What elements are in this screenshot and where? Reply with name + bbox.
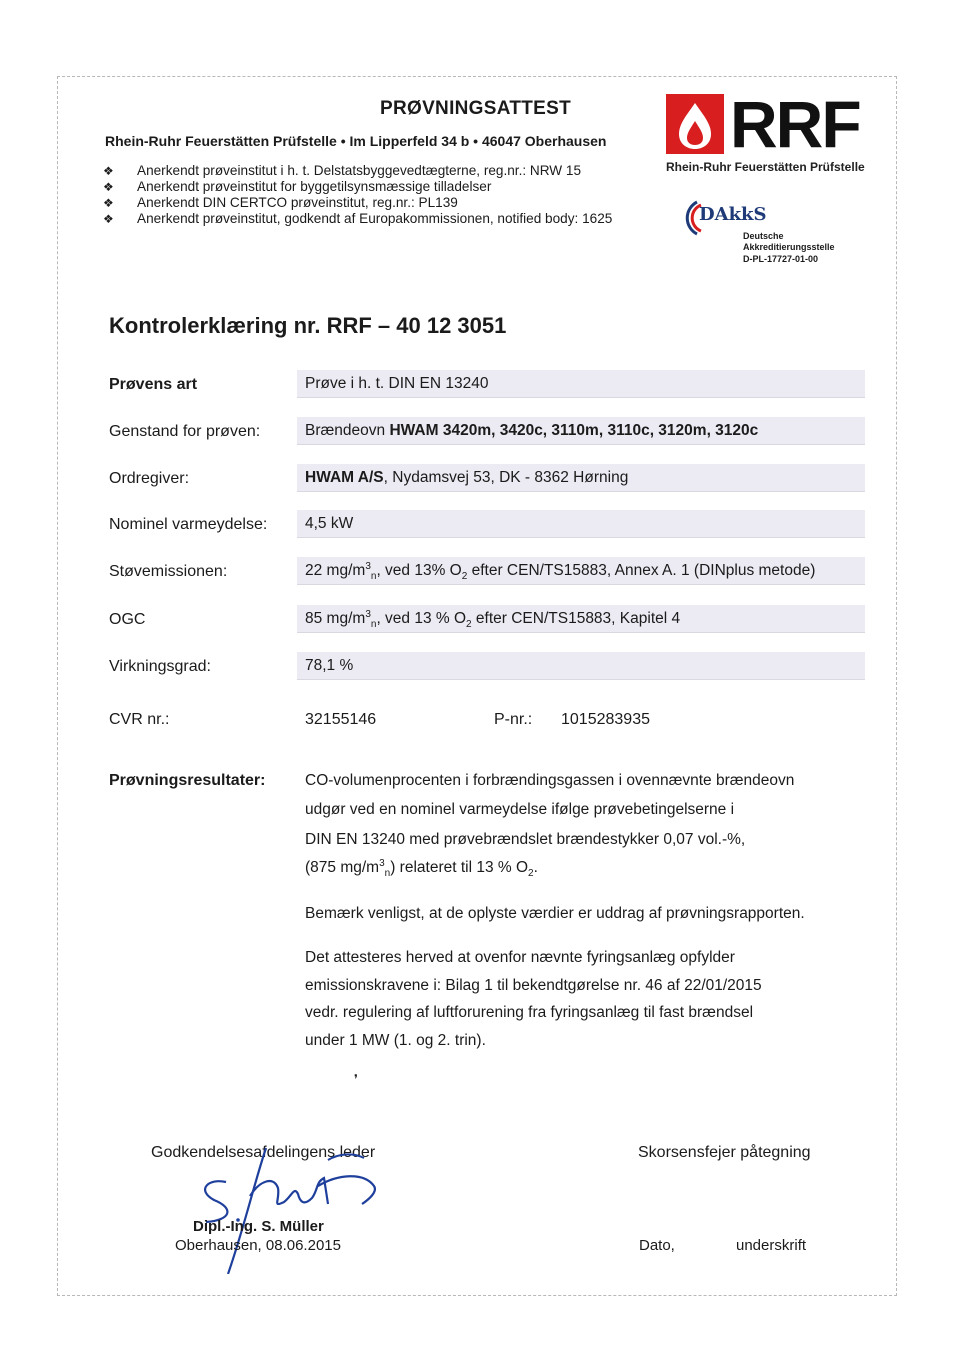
attestation-line: under 1 MW (1. og 2. trin).	[305, 1031, 486, 1049]
list-item: ❖ Anerkendt prøveinstitut i h. t. Delstatsbyggevedtægterne, reg.nr.: NRW 15	[103, 163, 582, 178]
art-value: Prøve i h. t. DIN EN 13240	[297, 370, 865, 398]
document-title: PRØVNINGSATTEST	[380, 98, 571, 119]
results-label: Prøvningsresultater:	[109, 772, 266, 789]
cvr-value: 32155146	[305, 711, 377, 728]
flame-icon	[666, 94, 724, 154]
stray-mark: ❜	[354, 1072, 358, 1086]
nominel-label: Nominel varmeydelse:	[109, 516, 268, 533]
ogc-label: OGC	[109, 611, 146, 628]
attestation-line: emissionskravene i: Bilag 1 til bekendtgørelse nr. 46 af 22/01/2015	[305, 976, 762, 994]
brand-name: RRF	[730, 87, 860, 161]
stov-label: Støvemissionen:	[109, 563, 228, 580]
attestation-line: vedr. regulering af luftforurening fra fyringsanlæg til fast brændsel	[305, 1004, 754, 1021]
genstand-label: Genstand for prøven:	[109, 423, 261, 440]
ordregiver-label: Ordregiver:	[109, 470, 190, 487]
results-text	[305, 767, 865, 881]
results-line: DIN EN 13240 med prøvebrændslet brændestykker 0,07 vol.-%,	[305, 831, 746, 848]
pnr-label: P-nr.:	[494, 711, 533, 728]
cvr-label: CVR nr.:	[109, 711, 170, 728]
dakks-line: Akkreditierungsstelle	[743, 242, 835, 252]
dakks-logo	[675, 192, 855, 272]
signature-label: underskrift	[736, 1237, 807, 1254]
signer-place-date: Oberhausen, 08.06.2015	[175, 1237, 341, 1254]
declaration-heading: Kontrolerklæring nr. RRF – 40 12 3051	[109, 313, 507, 338]
ordregiver-value: HWAM A/S, Nydamsvej 53, DK - 8362 Hørning	[297, 464, 865, 492]
virk-label: Virkningsgrad:	[109, 658, 211, 675]
stov-value: 22 $mg/m^3_n$, ved 13% $O_2$ efter CEN/TS15883, Annex A. 1 (DINplus metode)	[297, 557, 865, 585]
virk-value: 78,1 %	[297, 652, 865, 680]
attestation-text	[305, 944, 865, 1054]
dakks-name: DAkkS	[699, 204, 767, 225]
bullet-icon: ❖	[103, 196, 114, 210]
ogc-value: 85 $mg/m^3_n$, ved 13 % $O_2$ efter CEN/TS15883, Kapitel 4	[297, 605, 865, 633]
accreditation-list	[103, 163, 612, 227]
results-line: udgør ved en nominel varmeydelse ifølge prøvebetingelserne i	[305, 801, 735, 818]
results-line: CO-volumenprocenten i forbrændingsgassen i ovennævnte brændeovn	[305, 772, 795, 789]
list-item: ❖ Anerkendt prøveinstitut, godkendt af Europakommissionen, notified body: 1625	[103, 211, 613, 226]
art-label: Prøvens art	[109, 376, 198, 393]
dakks-line: Deutsche	[743, 231, 784, 241]
nominel-value: 4,5 kW	[297, 510, 865, 538]
signer-name: Dipl.-Ing. S. Müller	[193, 1218, 324, 1235]
results-note: Bemærk venligst, at de oplyste værdier er uddrag af prøvningsrapporten.	[305, 905, 805, 922]
results-line: (875 $mg/m^3_n$) relateret til 13 % $O_2$.	[305, 857, 538, 880]
pnr-value: 1015283935	[561, 711, 650, 728]
bullet-icon: ❖	[103, 212, 114, 226]
attestation-line: Det attesteres herved at ovenfor nævnte fyringsanlæg opfylder	[305, 949, 735, 966]
list-item: ❖ Anerkendt DIN CERTCO prøveinstitut, reg.nr.: PL139	[103, 195, 458, 210]
dakks-registration: D-PL-17727-01-00	[743, 254, 819, 264]
list-item: ❖ Anerkendt prøveinstitut for byggetilsynsmæssige tilladelser	[103, 179, 492, 194]
brand-subtitle: Rhein-Ruhr Feuerstätten Prüfstelle	[666, 160, 865, 174]
bullet-icon: ❖	[103, 180, 114, 194]
rrf-logo	[666, 87, 872, 174]
institute-address: Rhein-Ruhr Feuerstätten Prüfstelle • Im Lipperfeld 34 b • 46047 Oberhausen	[105, 133, 607, 149]
bullet-icon: ❖	[103, 164, 114, 178]
chimney-sweep-label: Skorsensfejer påtegning	[638, 1144, 811, 1161]
approver-label: Godkendelsesafdelingens leder	[151, 1144, 376, 1161]
genstand-value: Brændeovn HWAM 3420m, 3420c, 3110m, 3110c, 3120m, 3120c	[297, 417, 865, 445]
date-label: Dato,	[639, 1237, 675, 1254]
